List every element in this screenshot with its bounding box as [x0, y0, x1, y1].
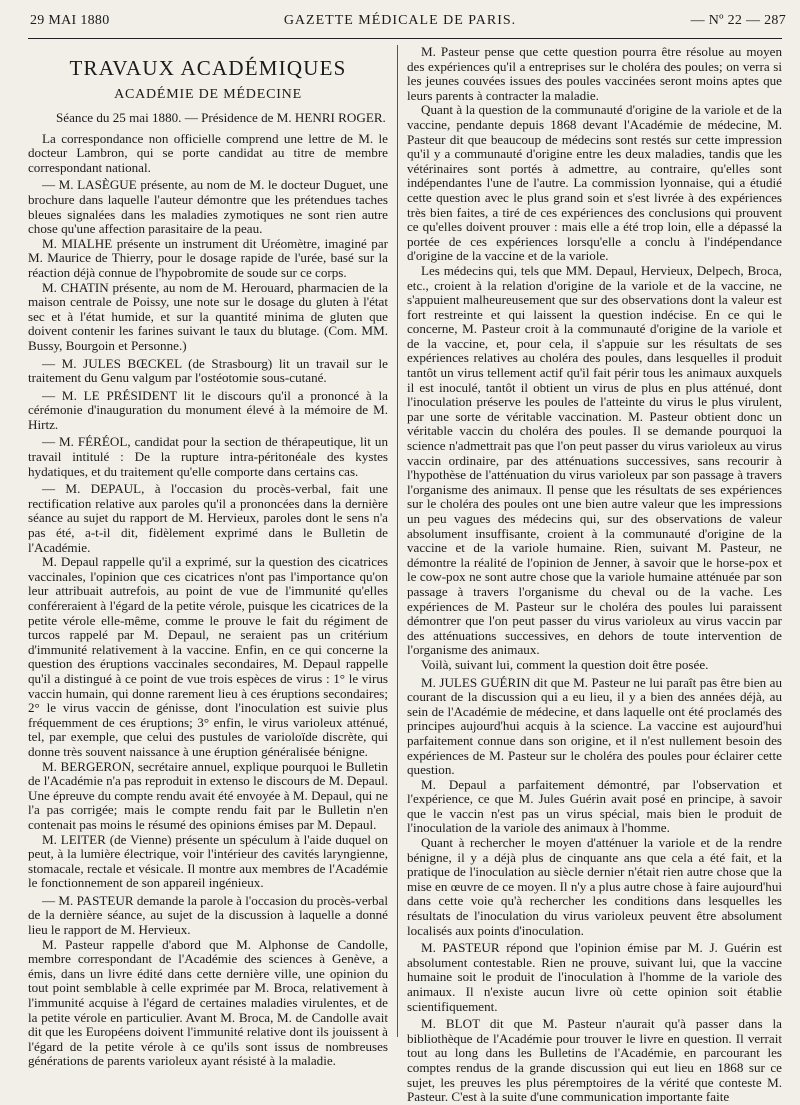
- journal-title: GAZETTE MÉDICALE DE PARIS.: [283, 13, 517, 28]
- paragraph: Quant à rechercher le moyen d'atténuer la variole et de la rendre bénigne, il y a déjà plus de cinquante ans que cela a été fait, et la pratique de l'inoculation au siècle dernier n'était rien autre chose que la mise en œuvre de ce moyen. Il n'y a plus autre chose à faire aujourd'hui dans cette voie qu'à rechercher les conditions dans lesquelles les résultats de l'inoculation du virus varioleux peuvent être absolument localisés aux points d'inoculation.: [407, 835, 782, 938]
- paragraph: M. Pasteur rappelle d'abord que M. Alphonse de Candolle, membre correspondant de l'Académie des sciences à Genève, a émis, dans un livre édité dans cette dernière ville, une opinion du tout point semblable à celle exprimée par M. Broca, relativement à l'immunité acquise à l'égard de certaines maladies virulentes, et de la petite vérole en particulier. Avant M. Broca, M. de Candolle avait dit que les Européens doivent l'immunité relative dont ils jouissent à l'égard de la petite vérole à ce qu'ils sont issus de nombreuses générations de parents varioleux ayant résisté à la maladie.: [28, 936, 388, 1069]
- paragraph: — M. JULES BŒCKEL (de Strasbourg) lit un travail sur le traitement du Genu valgum par l'ostéotomie sous-cutané.: [28, 355, 388, 386]
- paragraph: — M. LASÈGUE présente, au nom de M. le docteur Duguet, une brochure dans laquelle l'auteur démontre que les prétendues taches bleues signalées dans les maladies zymotiques ne sont rien autre chose qu'une affection parasitaire de la peau.: [28, 177, 388, 237]
- paragraph: Voilà, suivant lui, comment la question doit être posée.: [421, 656, 709, 672]
- paragraph: M. JULES GUÉRIN dit que M. Pasteur ne lui paraît pas être bien au courant de la discussion qui a eu lieu, il y a bien des années déjà, au sein de l'Académie de médecine, et dans laquelle ont été proclamés des principes aujourd'hui acquis à la science. La vaccine est aujourd'hui parfaitement connue dans son origine, et il n'est nullement besoin des expériences de M. Pasteur sur le choléra des poules pour éclairer cette question.: [407, 674, 782, 778]
- paragraph: — M. PASTEUR demande la parole à l'occasion du procès-verbal de la dernière séance, au sujet de la discussion à laquelle a donné lieu le rapport de M. Hervieux.: [28, 892, 388, 938]
- paragraph: M. CHATIN présente, au nom de M. Herouard, pharmacien de la maison centrale de Poissy, une note sur le dosage du gluten à l'état sec et à l'état humide, et sur la quantité minima de gluten que doivent contenir les farines suivant le taux du blutage. (Com. MM. Bussy, Bourgoin et Personne.): [28, 279, 388, 353]
- paragraph: Quant à la question de la communauté d'origine de la variole et de la vaccine, pendante depuis 1868 devant l'Académie de médecine, M. Pasteur dit que beaucoup de médecins sont restés sur cette impression qu'il y a communauté d'origine entre les deux maladies, tandis que les vétérinaires sont portés à admettre, au contraire, qu'elles sont indépendantes l'une de l'autre. La commission lyonnaise, qui a étudié cette question avec le plus grand soin et s'est livrée à des expériences très bien faites, a tiré de ces expériences des conclusions qui prouvent ce qu'elles doivent prouver : mais elle a été trop loin, elle a dépassé la portée de ces expériences lorsqu'elle a conclu à l'indépendance d'origine de la vaccine et de la variole.: [407, 102, 782, 264]
- paragraph: M. MIALHE présente un instrument dit Uréomètre, imaginé par M. Maurice de Thierry, pour le dosage rapide de l'urée, basé sur la réaction déjà connue de l'hypobromite de soude sur ce corps.: [28, 235, 388, 280]
- paragraph: — M. LE PRÉSIDENT lit le discours qu'il a prononcé à la cérémonie d'inauguration du monument élevé à la mémoire de M. Hirtz.: [28, 387, 388, 432]
- section-title: TRAVAUX ACADÉMIQUES: [69, 56, 347, 80]
- column-divider: [397, 45, 398, 1037]
- section-subtitle: ACADÉMIE DE MÉDECINE: [114, 87, 302, 102]
- paragraph: M. BERGERON, secrétaire annuel, explique pourquoi le Bulletin de l'Académie n'a pas reproduit in extenso le discours de M. Depaul. Une épreuve du compte rendu avait été envoyée à M. Depaul, qui ne l'a pas corrigée; mais le compte rendu fait par le Bulletin n'en contenait pas moins le résumé des opinions émises par M. Depaul.: [28, 758, 388, 832]
- seance-line: Séance du 25 mai 1880. — Présidence de M. HENRI ROGER.: [56, 110, 386, 125]
- right-column: [407, 45, 782, 1105]
- paragraph: M. Depaul rappelle qu'il a exprimé, sur la question des cicatrices vaccinales, l'opinion que ces cicatrices n'ont pas l'importance qu'on leur attribuait autrefois, au point de vue de l'immunité qu'elles conféreraient à l'égard de la petite vérole, puisque les cicatrices de la petite vérole elle-même, comme le prouve le fait du régiment de turcos rappelé par M. Depaul, ne seraient pas un critérium d'immunité relativement à la vaccine. Enfin, en ce qui concerne la question des éruptions vaccinales secondaires, M. Depaul rappelle qu'il a distingué à ce point de vue trois espèces de virus : 1° le virus vaccin humain, qui donne rarement lieu à ces éruptions secondaires; 2° le virus vaccin de génisse, dont l'inoculation est suivie plus fréquemment de ces éruptions; 3° enfin, le virus varioleux atténué, tel, par exemple, que celui des pustules de varioloïde discrète, qui donne très souvent naissance à une éruption généralisée bénigne.: [28, 554, 388, 759]
- running-header: [0, 0, 800, 30]
- left-column: [28, 45, 388, 1069]
- paragraph: M. Pasteur pense que cette question pourra être résolue au moyen des expériences qu'il a entreprises sur le choléra des poules; on verra si les jeunes couvées issues des poules vaccinées seront moins aptes que leurs parents à contracter la maladie.: [407, 44, 782, 103]
- issue-number: — Nº 22 — 287: [690, 13, 786, 28]
- paragraph: — M. DEPAUL, à l'occasion du procès-verbal, fait une rectification relative aux paroles qu'il a prononcées dans la dernière séance au sujet du rapport de M. Hervieux, paroles dont le sens n'a pas été, a-t-il dit, fidèlement exprimé dans le Bulletin de l'Académie.: [28, 481, 388, 555]
- paragraph: M. BLOT dit que M. Pasteur n'aurait qu'à passer dans la bibliothèque de l'Académie pour trouver le livre en question. Il verrait tout au long dans les Bulletins de l'Académie, en parcourant les comptes rendus de la grande discussion qui eut lieu en 1868 sur ce sujet, les preuves les plus péremptoires de la vérité que conteste M. Pasteur. C'est à la suite d'une communication importante faite: [407, 1016, 782, 1105]
- paragraph: M. LEITER (de Vienne) présente un spéculum à l'aide duquel on peut, à la lumière électrique, voir l'intérieur des cavités laryngienne, stomacale, rectale et vésicale. Il montre aux membres de l'Académie le fonctionnement de son appareil ingénieux.: [28, 831, 388, 891]
- issue-date: 29 MAI 1880: [30, 13, 110, 28]
- paragraph: M. Depaul a parfaitement démontré, par l'observation et l'expérience, ce que M. Jules Guérin avait posé en principe, à savoir que le vaccin n'est pas un virus spécial, mais bien le produit de l'inoculation de la variole des animaux à l'homme.: [407, 776, 782, 836]
- header-rule: [28, 38, 782, 39]
- paragraph: M. PASTEUR répond que l'opinion émise par M. J. Guérin est absolument contestable. Rien ne prouve, suivant lui, que la vaccine humaine soit le produit de l'inoculation à l'homme de la variole des animaux. Il n'existe aucun livre où cette opinion soit établie scientifiquement.: [407, 940, 782, 1014]
- paragraph: — M. FÉRÉOL, candidat pour la section de thérapeutique, lit un travail intitulé : De la rupture intra-péritonéale des kystes hydatiques, et du traitement qu'elle comporte dans certains cas.: [28, 434, 388, 479]
- paragraph: Les médecins qui, tels que MM. Depaul, Hervieux, Delpech, Broca, etc., croient à la relation d'origine de la variole et de la vaccine, ne s'appuient malheureusement que sur des observations dont la valeur est fort restreinte et qui laissent la question indécise. En ce qui le concerne, M. Pasteur croit à la communauté d'origine de la variole et de la vaccine, et, pour cela, il s'appuie sur les résultats de ses expériences relatives au choléra des poules, dans lesquelles il produit tantôt un virus tellement actif qu'il fait périr tous les animaux auxquels il est inoculé, tantôt il obtient un virus de plus en plus atténué, dont l'inoculation préserve les poules de l'atteinte du virus le plus virulent, par une sorte de véritable vaccination. M. Pasteur obtient donc un véritable vaccin du choléra des poules. Il se demande pourquoi la science n'admettrait pas que l'on peut passer du virus varioleux au virus vaccin ordinaire, par des atténuations successives, sans recourir à l'hypothèse de l'atténuation du virus varioleux par son passage à travers l'organisme des animaux. Il pense que les résultats de ses expériences sur le choléra des poules ont une bien autre valeur que les impressions un peu vagues des médecins qui, sur des observations de valeur absolument insuffisante, croient à la communauté d'origine de la vaccine et de la variole humaine. Rien, suivant M. Pasteur, ne démontre la réalité de l'opinion de Jenner, à savoir que le horse-pox et le cow-pox ne sont autre chose que la variole humaine atténuée par son passage à travers l'organisme du cheval ou de la vache. Les expériences de M. Pasteur sur le choléra des poules lui paraissent démontrer que l'on peut passer du virus varioleux au virus vaccin par des atténuations successives, en dehors de toute intervention de l'organisme des animaux.: [407, 262, 782, 658]
- paragraph: La correspondance non officielle comprend une lettre de M. le docteur Lambron, qui se porte candidat au titre de membre correspondant national.: [28, 130, 388, 175]
